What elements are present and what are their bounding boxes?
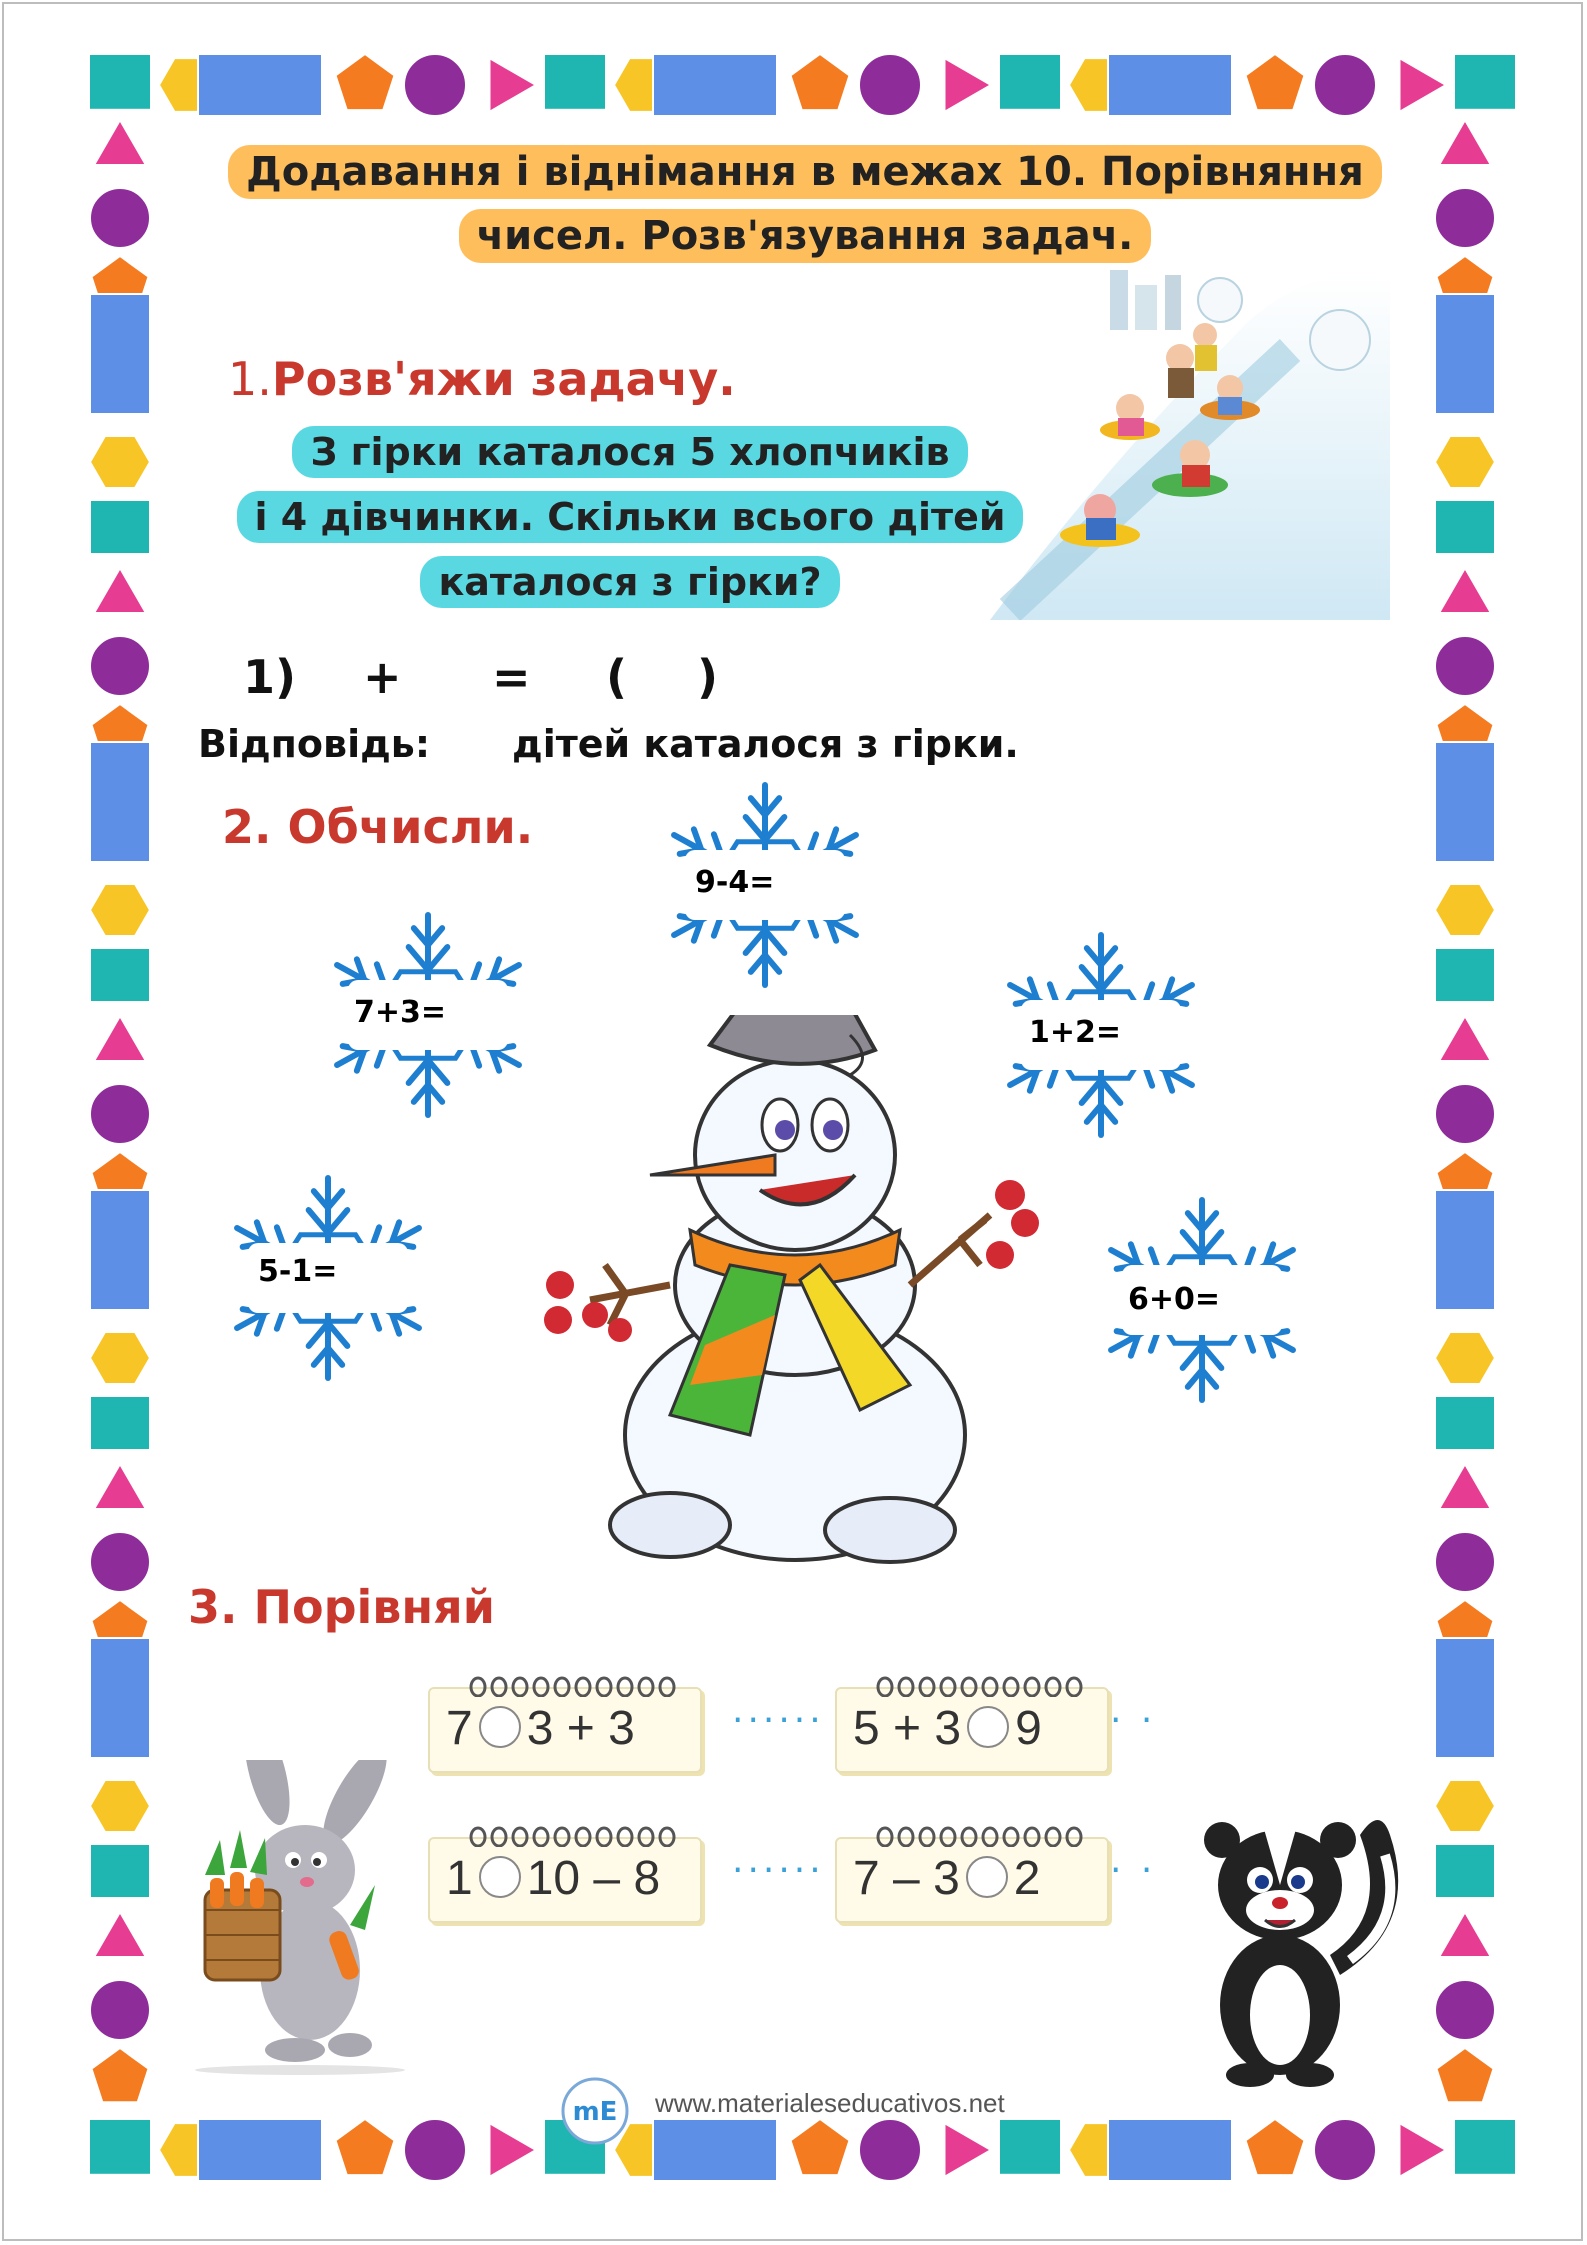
equation-equals: = — [492, 650, 531, 704]
left-value: 5 + 3 — [853, 1702, 962, 1755]
right-value: 3 + 3 — [526, 1702, 635, 1755]
expression: 5-1= — [258, 1254, 338, 1289]
compare-circle[interactable] — [479, 1706, 521, 1748]
equation-open-paren: ( — [606, 650, 628, 704]
task3-heading: 3. Порівняй — [188, 1580, 495, 1634]
right-value: 9 — [1015, 1702, 1042, 1755]
logo-text: mE — [572, 2097, 618, 2127]
left-value: 7 – 3 — [853, 1852, 960, 1905]
compare-expression — [853, 1851, 1040, 1906]
expression: 1+2= — [1029, 1015, 1122, 1050]
equation-close-paren: ) — [697, 650, 719, 704]
left-value: 1 — [446, 1852, 473, 1905]
right-value: 2 — [1013, 1852, 1041, 1905]
compare-card — [835, 1815, 1115, 1925]
spiral-rings — [468, 1673, 688, 1697]
expression: 7+3= — [354, 995, 447, 1030]
left-value: 7 — [446, 1702, 473, 1755]
compare-card — [428, 1665, 708, 1775]
dots-divider: ······ — [732, 1850, 825, 1891]
compare-card — [835, 1665, 1115, 1775]
compare-expression — [853, 1701, 1042, 1756]
compare-expression — [446, 1701, 635, 1756]
task1-heading-text: Розв'яжи задачу. — [271, 352, 736, 406]
skunk-illustration — [1190, 1775, 1410, 2095]
bunny-with-carrots-illustration — [185, 1760, 415, 2080]
worksheet-title — [200, 140, 1410, 268]
task1-number: 1. — [228, 352, 272, 406]
snowman-illustration — [530, 1015, 1060, 1575]
task2-heading: 2. Обчисли. — [222, 800, 534, 854]
answer-text: дітей каталося з гірки. — [512, 722, 1019, 766]
snowflake-card — [208, 1168, 448, 1388]
compare-circle[interactable] — [479, 1856, 521, 1898]
expression: 6+0= — [1128, 1282, 1221, 1317]
task1-problem — [195, 420, 1065, 615]
compare-circle[interactable] — [966, 1856, 1008, 1898]
snowflake-card — [645, 775, 885, 995]
answer-label: Відповідь: — [198, 722, 431, 766]
expression: 9-4= — [695, 865, 775, 900]
compare-expression — [446, 1851, 660, 1906]
equation-step: 1) — [243, 650, 297, 704]
problem-line-3: каталося з гірки? — [420, 556, 839, 608]
footer-url[interactable]: www.materialeseducativos.net — [655, 2088, 1005, 2118]
title-line-2: чисел. Розв'язування задач. — [459, 209, 1152, 263]
problem-line-1: З гірки каталося 5 хлопчиків — [292, 426, 967, 478]
equation-plus: + — [363, 650, 402, 704]
dots-divider: ······ — [732, 1700, 825, 1741]
materiales-educativos-logo — [560, 2076, 630, 2146]
compare-circle[interactable] — [967, 1706, 1009, 1748]
dots-divider: · · — [1110, 1700, 1157, 1741]
dots-divider: · · — [1110, 1850, 1157, 1891]
snowflake-card — [1082, 1190, 1322, 1410]
task1-heading — [228, 352, 736, 406]
title-line-1: Додавання і віднімання в межах 10. Порівняння — [228, 145, 1382, 199]
compare-card — [428, 1815, 708, 1925]
spiral-rings — [875, 1673, 1095, 1697]
problem-line-2: і 4 дівчинки. Скільки всього дітей — [237, 491, 1024, 543]
spiral-rings — [875, 1823, 1095, 1847]
snowflake-card — [308, 905, 548, 1125]
spiral-rings — [468, 1823, 688, 1847]
right-value: 10 – 8 — [526, 1852, 661, 1905]
